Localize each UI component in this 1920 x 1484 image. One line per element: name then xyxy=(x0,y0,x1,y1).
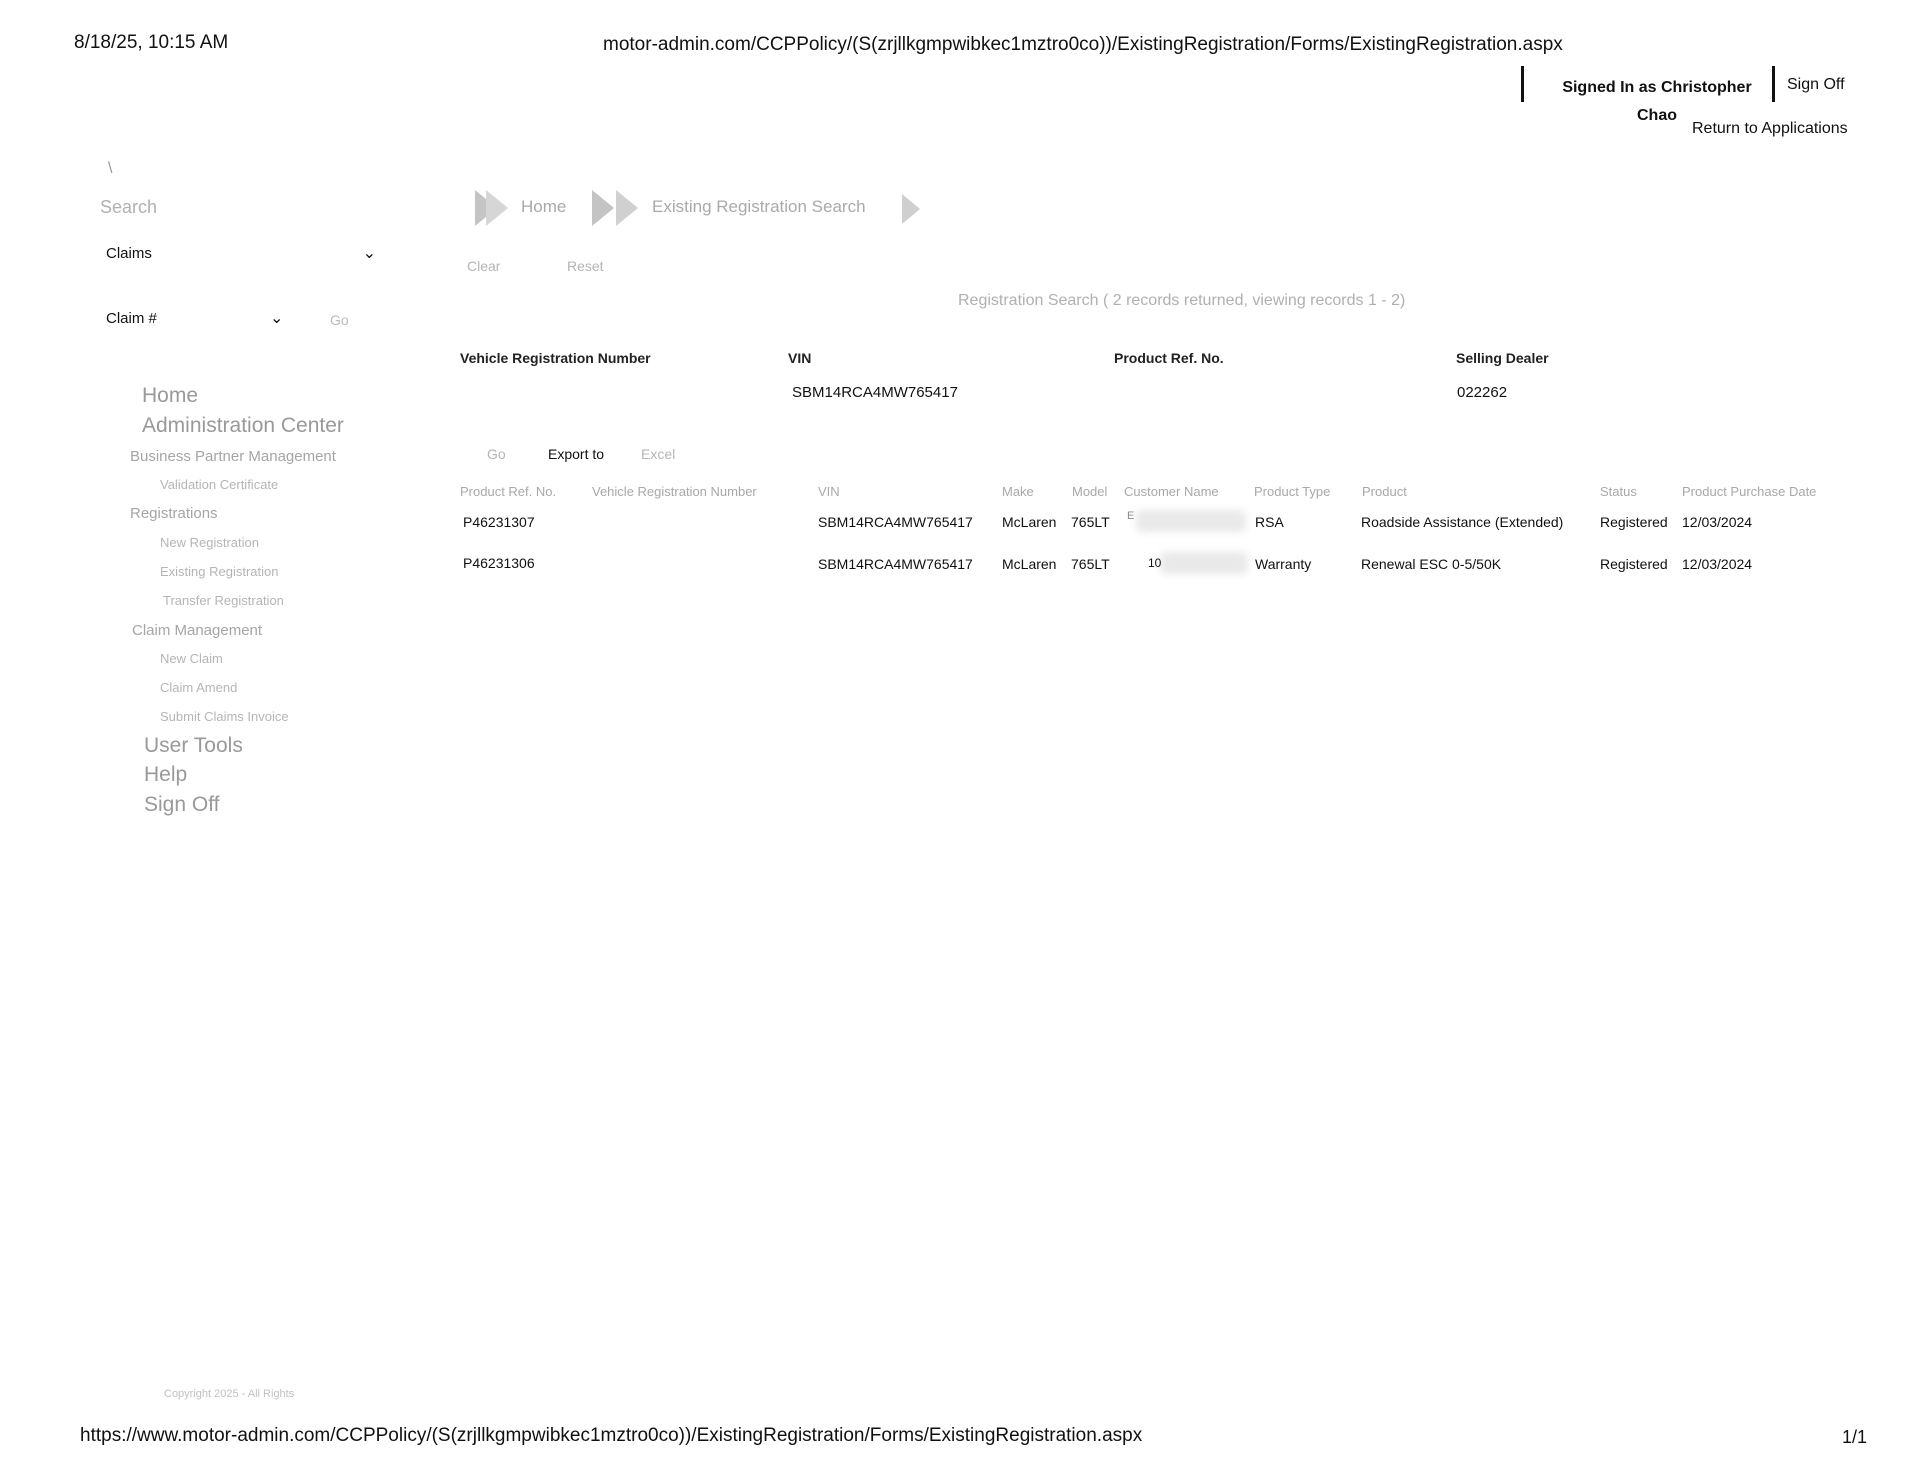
claims-select-value: Claims xyxy=(106,245,152,262)
breadcrumb-home[interactable]: Home xyxy=(521,197,567,216)
nav-administration-center[interactable]: Administration Center xyxy=(142,414,344,437)
selling-dealer-label: Selling Dealer xyxy=(1456,350,1549,366)
product-ref-no-input[interactable] xyxy=(1114,384,1334,402)
claims-select[interactable] xyxy=(106,245,376,262)
excel-button[interactable]: Excel xyxy=(641,446,676,462)
nav-existing-registration[interactable]: Existing Registration xyxy=(160,564,279,579)
cell-product-ref[interactable]: P46231306 xyxy=(463,555,535,571)
cell-product-type: RSA xyxy=(1255,514,1284,530)
nav-home[interactable]: Home xyxy=(142,384,199,407)
divider xyxy=(1521,66,1524,102)
export-to-button[interactable]: Export to xyxy=(548,446,605,462)
column-header-vin[interactable]: VIN xyxy=(818,484,840,499)
column-header-vehicle-registration[interactable]: Vehicle Registration Number xyxy=(592,484,757,499)
go-button[interactable]: Go xyxy=(487,446,506,462)
nav-business-partner-management[interactable]: Business Partner Management xyxy=(130,448,336,465)
cell-model: 765LT xyxy=(1071,556,1110,572)
claim-number-input[interactable] xyxy=(178,310,258,326)
reset-button[interactable]: Reset xyxy=(567,258,604,274)
cell-product-type: Warranty xyxy=(1255,556,1312,572)
cell-model: 765LT xyxy=(1071,514,1110,530)
nav-validation-certificate[interactable]: Validation Certificate xyxy=(160,477,279,492)
logo-mark: \ xyxy=(108,160,113,177)
nav-sign-off[interactable]: Sign Off xyxy=(144,793,220,816)
cell-product-ref[interactable]: P46231307 xyxy=(463,514,535,530)
search-label: Search xyxy=(100,197,158,217)
cell-purchase-date: 12/03/2024 xyxy=(1682,514,1753,530)
sign-off-link[interactable]: Sign Off xyxy=(1787,76,1845,93)
cell-customer-name: E xyxy=(1127,510,1135,522)
claim-go-button[interactable]: Go xyxy=(330,312,349,328)
print-datetime: 8/18/25, 10:15 AM xyxy=(74,32,229,53)
print-url: motor-admin.com/CCPPolicy/(S(zrjllkgmpwibkec1mztro0co))/ExistingRegistration/Forms/ExistingRegistration.aspx xyxy=(603,34,1563,55)
cell-status: Registered xyxy=(1600,514,1668,530)
print-page-number: 1/1 xyxy=(1842,1427,1868,1447)
chevron-down-icon[interactable]: ⌄ xyxy=(270,310,284,327)
column-header-product[interactable]: Product xyxy=(1362,484,1407,499)
copyright: Copyright 2025 - All Rights xyxy=(164,1388,295,1400)
nav-new-claim[interactable]: New Claim xyxy=(160,651,223,666)
cell-product: Roadside Assistance (Extended) xyxy=(1361,514,1564,530)
vehicle-registration-number-label: Vehicle Registration Number xyxy=(460,350,651,366)
cell-vin: SBM14RCA4MW765417 xyxy=(818,514,973,530)
nav-claim-management[interactable]: Claim Management xyxy=(132,622,263,639)
breadcrumb-arrow-icon xyxy=(486,190,508,226)
vin-input[interactable]: SBM14RCA4MW765417 xyxy=(792,384,958,401)
nav-new-registration[interactable]: New Registration xyxy=(160,535,259,550)
breadcrumb-arrow-icon xyxy=(592,190,614,226)
column-header-make[interactable]: Make xyxy=(1002,484,1034,499)
breadcrumb-current: Existing Registration Search xyxy=(652,197,866,216)
column-header-purchase-date[interactable]: Product Purchase Date xyxy=(1682,484,1817,499)
cell-customer-name: 10 xyxy=(1148,556,1162,570)
vin-label: VIN xyxy=(788,350,812,366)
cell-status: Registered xyxy=(1600,556,1668,572)
chevron-down-icon: ⌄ xyxy=(362,245,376,262)
divider xyxy=(1772,66,1775,102)
selling-dealer-input[interactable]: 022262 xyxy=(1457,384,1508,401)
nav-submit-claims-invoice[interactable]: Submit Claims Invoice xyxy=(160,709,289,724)
column-header-model[interactable]: Model xyxy=(1072,484,1108,499)
cell-make: McLaren xyxy=(1002,556,1057,572)
nav-user-tools[interactable]: User Tools xyxy=(144,734,243,757)
vehicle-registration-number-input[interactable] xyxy=(460,384,680,402)
nav-claim-amend[interactable]: Claim Amend xyxy=(160,680,238,695)
return-to-applications-link[interactable]: Return to Applications xyxy=(1692,120,1848,137)
breadcrumb-arrow-icon xyxy=(616,190,638,226)
column-header-product-type[interactable]: Product Type xyxy=(1254,484,1331,499)
cell-product: Renewal ESC 0-5/50K xyxy=(1361,556,1502,572)
nav-help[interactable]: Help xyxy=(144,763,188,786)
print-footer-url: https://www.motor-admin.com/CCPPolicy/(S(zrjllkgmpwibkec1mztro0co))/ExistingRegistration/Forms/ExistingRegistration.aspx xyxy=(80,1425,1143,1446)
column-header-product-ref[interactable]: Product Ref. No. xyxy=(460,484,557,499)
cell-make: McLaren xyxy=(1002,514,1057,530)
redacted-block xyxy=(1160,552,1248,574)
claim-number-label: Claim # xyxy=(106,310,157,327)
redacted-block xyxy=(1136,510,1246,532)
nav-transfer-registration[interactable]: Transfer Registration xyxy=(163,593,284,608)
clear-button[interactable]: Clear xyxy=(467,258,501,274)
cell-purchase-date: 12/03/2024 xyxy=(1682,556,1753,572)
signed-in-user: Signed In as Christopher Chao xyxy=(1562,79,1752,124)
column-header-status[interactable]: Status xyxy=(1600,484,1637,499)
nav-registrations[interactable]: Registrations xyxy=(130,505,218,522)
cell-vin: SBM14RCA4MW765417 xyxy=(818,556,973,572)
search-summary: Registration Search ( 2 records returned, viewing records 1 - 2) xyxy=(958,292,1406,309)
column-header-customer-name[interactable]: Customer Name xyxy=(1124,484,1219,499)
product-ref-no-label: Product Ref. No. xyxy=(1114,350,1224,366)
breadcrumb-arrow-icon xyxy=(902,194,920,224)
